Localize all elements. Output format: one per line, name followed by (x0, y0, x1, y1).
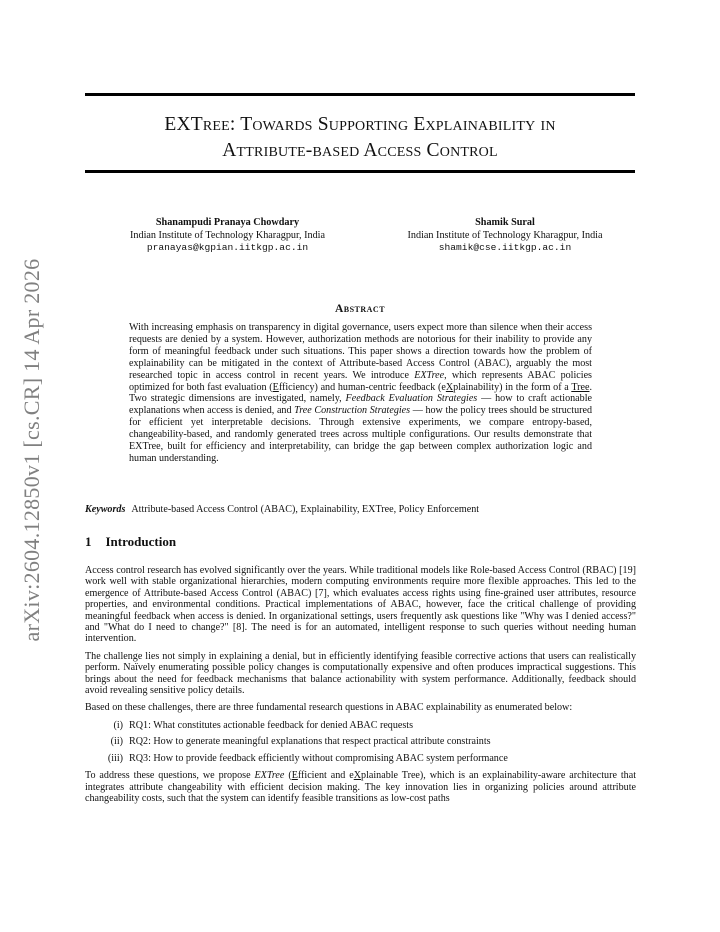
intro-p4-extree: EXTree (254, 770, 285, 782)
intro-p4-part-b: ( (284, 770, 292, 782)
abstract-text (129, 322, 592, 465)
keywords-label: Keywords (85, 504, 126, 515)
arxiv-identifier (0, 0, 60, 932)
author-1-affiliation: Indian Institute of Technology Kharagpur, India (129, 229, 326, 241)
section-heading (85, 534, 176, 550)
intro-p4-part-d: plainable Tree), which is an explainability-aware architecture that integrates attribute changeability with efficient decision making. The key innovation lies in organizing policies around attribute changeability costs, such that the system can identify feasible transitions as low-cost paths (85, 770, 637, 804)
intro-p4-part-a: To address these questions, we propose (85, 770, 255, 782)
paper-title-line-2: Attribute-based Access Control (222, 140, 498, 161)
abstract-x-letter: X (445, 381, 454, 393)
section-number: 1 (85, 534, 92, 549)
abstract-part-5: . Two strategic dimensions are investigated, namely, (129, 381, 592, 405)
abstract-tree: Tree (571, 381, 590, 393)
intro-p4-x-letter: X (353, 770, 362, 782)
author-2-affiliation: Indian Institute of Technology Kharagpur, India (407, 229, 603, 241)
author-1 (85, 217, 370, 255)
rq-text: RQ1: What constitutes actionable feedback for denied ABAC requests (129, 719, 414, 731)
abstract-extree: EXTree (414, 369, 445, 381)
intro-paragraph-2: The challenge lies not simply in explaining a denial, but in efficiently identifying feasible corrective actions that users can realistically perform. Naïvely enumerating possible policy changes is computationally expensive and often produces impractical suggestions. This brings about the need for feedback mechanisms that balance actionability with system performance. Additionally, feedback should avoid revealing sensitive policy details. (85, 650, 636, 697)
abstract-fes: Feedback Evaluation Strategies (345, 393, 478, 405)
intro-p4-part-c: fficient and e (297, 770, 354, 782)
keywords-text: Attribute-based Access Control (ABAC), Explainability, EXTree, Policy Enforcement (131, 504, 480, 515)
list-item (85, 753, 636, 764)
rq-number: (ii) (110, 736, 123, 748)
abstract-part-7: — how the policy trees should be structured for efficient yet interpretable decisions. Through extensive experiments, we compare entropy-based, changeability-based, and randomly generated trees across multiple configurations. Our results demonstrate that EXTree, built for efficiency and interpretability, can bridge the gap between complex authorization logic and human understanding. (129, 405, 593, 464)
section-title: Introduction (105, 534, 177, 549)
intro-paragraph-3: Based on these challenges, there are three fundamental research questions in ABAC explainability as enumerated below: (85, 702, 573, 714)
title-rule-top (85, 93, 635, 96)
abstract-tcs: Tree Construction Strategies (294, 405, 411, 417)
abstract-part-1: With increasing emphasis on transparency in digital governance, users expect more than silence when their access requests are denied by a system. However, authorization methods are notorious for their inability to provide any form of meaningful feedback under such situations. This paper shows a direction towards how the problem of explainability can be mitigated in the context of Attribute-based Access Control (ABAC), arguably the most researched topic in access control in recent years. We introduce (129, 322, 592, 381)
rq-text: RQ2: How to generate meaningful explanations that respect practical attribute constraints (129, 736, 491, 748)
intro-paragraph-1: Access control research has evolved significantly over the years. While traditional models like Role-based Access Control (RBAC) [19] work well with stable organizational hierarchies, modern computing environments require more flexible approaches. This led to the emergence of Attribute-based Access Control (ABAC) [7], which evaluates access rights using fine-grained user attributes, resource properties, and environmental conditions. Practical implementations of ABAC, however, face the critical challenge of providing meaningful feedback when access is denied. In organizational settings, users frequently ask questions like "Why was I denied access?" and "What do I need to change?" [8]. The need is for an automated, intelligent response to such queries without needing human intervention. (85, 565, 636, 645)
arxiv-identifier-text: arXiv:2604.12850v1 [cs.CR] 14 Apr 2026 (19, 258, 44, 642)
rq-text: RQ3: How to provide feedback efficiently without compromising ABAC system performance (129, 752, 508, 764)
list-item (85, 736, 636, 747)
author-2-email[interactable]: shamik@cse.iitkgp.ac.in (438, 242, 572, 253)
author-1-name: Shanampudi Pranaya Chowdary (155, 217, 300, 228)
author-2-name: Shamik Sural (475, 217, 535, 228)
author-2 (375, 217, 635, 255)
abstract-heading: Abstract (334, 303, 386, 315)
abstract-part-3: fficiency) and human-centric feedback (e (278, 381, 446, 393)
paper-title (85, 112, 635, 164)
intro-paragraph-4 (85, 770, 636, 804)
abstract-part-4: plainability) in the form of a (453, 381, 572, 393)
abstract-e-letter: E (272, 381, 279, 393)
introduction-body (85, 565, 636, 810)
research-questions-list (85, 720, 636, 764)
abstract-part-6: — how to craft actionable explanations when access is denied, and (129, 393, 592, 417)
rq-number: (i) (113, 719, 123, 731)
abstract-part-2: , which represents ABAC policies optimized for both fast evaluation ( (129, 369, 592, 393)
intro-p4-e-letter: E (291, 770, 298, 782)
rq-number: (iii) (107, 752, 123, 764)
author-1-email[interactable]: pranayas@kgpian.iitkgp.ac.in (146, 242, 309, 253)
paper-title-line-1: EXTree: Towards Supporting Explainability in (164, 114, 556, 135)
list-item (85, 720, 636, 731)
author-block (85, 217, 635, 259)
keywords (85, 504, 645, 515)
title-rule-bottom (85, 170, 635, 173)
